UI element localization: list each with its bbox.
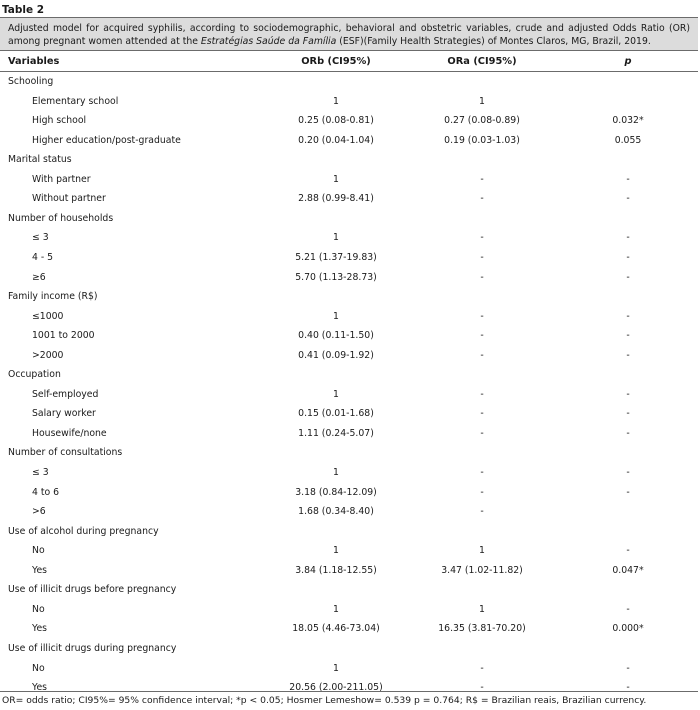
cell-ora: 1 bbox=[479, 603, 485, 615]
cell-variable: Elementary school bbox=[32, 95, 119, 107]
cell-orb: 3.84 (1.18-12.55) bbox=[295, 564, 377, 576]
cell-variable: Use of illicit drugs during pregnancy bbox=[8, 642, 177, 654]
cell-ora: - bbox=[480, 408, 484, 420]
cell-ora: - bbox=[480, 388, 484, 400]
cell-p: 0.000* bbox=[612, 623, 644, 635]
table-row bbox=[0, 268, 698, 288]
cell-p: - bbox=[626, 603, 630, 615]
cell-p: 0.032* bbox=[612, 115, 644, 127]
cell-variable: Yes bbox=[32, 564, 48, 576]
cell-ora: 1 bbox=[479, 545, 485, 557]
cell-orb: 1 bbox=[333, 603, 339, 615]
cell-variable: Yes bbox=[32, 623, 48, 635]
table-header bbox=[0, 52, 698, 72]
table-label: Table 2 bbox=[2, 4, 45, 16]
cell-orb: 20.56 (2.00-211.05) bbox=[289, 682, 383, 694]
cell-orb: 5.21 (1.37-19.83) bbox=[295, 251, 377, 263]
table-row bbox=[0, 502, 698, 522]
cell-orb: 1 bbox=[333, 545, 339, 557]
cell-variable: No bbox=[32, 545, 45, 557]
cell-variable: ≤1000 bbox=[32, 310, 64, 322]
cell-orb: 1 bbox=[333, 662, 339, 674]
group-header-row bbox=[0, 365, 698, 385]
table-row bbox=[0, 619, 698, 639]
table-row bbox=[0, 483, 698, 503]
cell-orb: 1 bbox=[333, 388, 339, 400]
cell-variable: Without partner bbox=[32, 193, 106, 205]
cell-variable: Number of consultations bbox=[8, 447, 123, 459]
cell-ora: - bbox=[480, 271, 484, 283]
table-row bbox=[0, 131, 698, 151]
cell-orb: 2.88 (0.99-8.41) bbox=[298, 193, 374, 205]
cell-variable: Occupation bbox=[8, 369, 61, 381]
group-header-row bbox=[0, 72, 698, 92]
cell-ora: - bbox=[480, 330, 484, 342]
group-header-row bbox=[0, 443, 698, 463]
cell-ora: - bbox=[480, 251, 484, 263]
table-row bbox=[0, 346, 698, 366]
cell-variable: >6 bbox=[32, 506, 46, 518]
header-ora: ORa (CI95%) bbox=[447, 56, 517, 67]
table-row bbox=[0, 92, 698, 112]
cell-orb: 0.25 (0.08-0.81) bbox=[298, 115, 374, 127]
cell-ora: - bbox=[480, 193, 484, 205]
cell-variable: Housewife/none bbox=[32, 427, 107, 439]
cell-variable: High school bbox=[32, 115, 87, 127]
cell-variable: Yes bbox=[32, 682, 48, 694]
cell-p: - bbox=[626, 388, 630, 400]
cell-p: - bbox=[626, 330, 630, 342]
cell-orb: 1.68 (0.34-8.40) bbox=[298, 506, 374, 518]
cell-variable: No bbox=[32, 662, 45, 674]
group-header-row bbox=[0, 150, 698, 170]
caption-text-2: (ESF)(Family Health Strategies) of Montes Claros, MG, Brazil, 2019. bbox=[336, 36, 651, 47]
header-orb: ORb (CI95%) bbox=[301, 56, 371, 67]
cell-ora: 16.35 (3.81-70.20) bbox=[438, 623, 526, 635]
cell-orb: 3.18 (0.84-12.09) bbox=[295, 486, 377, 498]
cell-ora: - bbox=[480, 486, 484, 498]
cell-variable: Use of alcohol during pregnancy bbox=[8, 525, 159, 537]
cell-p: - bbox=[626, 408, 630, 420]
cell-variable: 4 - 5 bbox=[32, 251, 54, 263]
cell-variable: Use of illicit drugs before pregnancy bbox=[8, 584, 177, 596]
cell-orb: 1 bbox=[333, 467, 339, 478]
table-row bbox=[0, 541, 698, 561]
cell-variable: Higher education/post-graduate bbox=[32, 134, 181, 146]
cell-orb: 1 bbox=[333, 173, 339, 185]
cell-variable: >2000 bbox=[32, 349, 64, 361]
cell-orb: 1.11 (0.24-5.07) bbox=[298, 427, 374, 439]
table-row bbox=[0, 404, 698, 424]
cell-variable: ≤ 3 bbox=[32, 467, 49, 478]
cell-p: - bbox=[626, 427, 630, 439]
cell-p: - bbox=[626, 662, 630, 674]
cell-variable: Family income (R$) bbox=[8, 291, 98, 303]
cell-p: - bbox=[626, 271, 630, 283]
cell-p: - bbox=[626, 467, 630, 478]
header-p: p bbox=[624, 56, 632, 67]
cell-p: - bbox=[626, 173, 630, 185]
cell-orb: 5.70 (1.13-28.73) bbox=[295, 271, 377, 283]
cell-variable: ≤ 3 bbox=[32, 232, 49, 244]
cell-orb: 18.05 (4.46-73.04) bbox=[292, 623, 380, 635]
cell-orb: 0.20 (0.04-1.04) bbox=[298, 134, 374, 146]
cell-ora: 0.27 (0.08-0.89) bbox=[444, 115, 520, 127]
cell-variable: Schooling bbox=[8, 76, 54, 87]
table-caption bbox=[0, 17, 698, 51]
cell-variable: Number of households bbox=[8, 212, 114, 224]
cell-p: - bbox=[626, 310, 630, 322]
cell-p: - bbox=[626, 349, 630, 361]
cell-ora: 1 bbox=[479, 95, 485, 107]
group-header-row bbox=[0, 522, 698, 542]
cell-variable: Salary worker bbox=[32, 408, 96, 420]
cell-ora: - bbox=[480, 349, 484, 361]
cell-p: - bbox=[626, 682, 630, 694]
cell-orb: 0.15 (0.01-1.68) bbox=[298, 408, 374, 420]
table-row bbox=[0, 307, 698, 327]
cell-variable: Self-employed bbox=[32, 388, 99, 400]
table-row bbox=[0, 170, 698, 190]
cell-ora: - bbox=[480, 506, 484, 518]
cell-variable: ≥6 bbox=[32, 271, 46, 283]
cell-ora: 0.19 (0.03-1.03) bbox=[444, 134, 520, 146]
cell-p: - bbox=[626, 486, 630, 498]
cell-orb: 1 bbox=[333, 232, 339, 244]
table-row bbox=[0, 189, 698, 209]
table-footnote: OR= odds ratio; CI95%= 95% confidence interval; *p < 0.05; Hosmer Lemeshow= 0.539 p = 0.764; R$ = Brazilian reais, Brazilian currency. bbox=[2, 695, 647, 706]
cell-orb: 1 bbox=[333, 95, 339, 107]
caption-italic: Estratégias Saúde da Família bbox=[200, 36, 337, 47]
group-header-row bbox=[0, 580, 698, 600]
table-row bbox=[0, 463, 698, 483]
cell-ora: 3.47 (1.02-11.82) bbox=[441, 564, 523, 576]
cell-variable: With partner bbox=[32, 173, 91, 185]
table-row bbox=[0, 326, 698, 346]
cell-variable: No bbox=[32, 603, 45, 615]
table-row bbox=[0, 561, 698, 581]
table-row bbox=[0, 424, 698, 444]
cell-variable: 4 to 6 bbox=[32, 486, 60, 498]
cell-variable: 1001 to 2000 bbox=[32, 330, 95, 342]
cell-p: - bbox=[626, 545, 630, 557]
bottom-rule bbox=[0, 691, 698, 692]
cell-ora: - bbox=[480, 310, 484, 322]
group-header-row bbox=[0, 287, 698, 307]
cell-orb: 0.41 (0.09-1.92) bbox=[298, 349, 374, 361]
cell-p: 0.055 bbox=[614, 134, 642, 146]
cell-p: - bbox=[626, 232, 630, 244]
cell-ora: - bbox=[480, 232, 484, 244]
cell-p: - bbox=[626, 251, 630, 263]
table-row bbox=[0, 600, 698, 620]
table-row bbox=[0, 248, 698, 268]
cell-orb: 1 bbox=[333, 310, 339, 322]
cell-ora: - bbox=[480, 682, 484, 694]
cell-ora: - bbox=[480, 467, 484, 478]
group-header-row bbox=[0, 639, 698, 659]
header-variables: Variables bbox=[8, 56, 60, 67]
cell-ora: - bbox=[480, 427, 484, 439]
cell-p: - bbox=[626, 193, 630, 205]
cell-orb: 0.40 (0.11-1.50) bbox=[298, 330, 374, 342]
caption-text-1: Adjusted model for acquired syphilis, according to sociodemographic, behavioral and obstetric variables, crude and adjusted Odds Ratio (OR) among pregnant women attended at the bbox=[8, 23, 690, 47]
cell-ora: - bbox=[480, 173, 484, 185]
cell-variable: Marital status bbox=[8, 154, 72, 166]
table-row bbox=[0, 228, 698, 248]
table-row bbox=[0, 111, 698, 131]
table-row bbox=[0, 385, 698, 405]
table-row bbox=[0, 659, 698, 679]
group-header-row bbox=[0, 209, 698, 229]
cell-p: 0.047* bbox=[612, 564, 644, 576]
cell-ora: - bbox=[480, 662, 484, 674]
